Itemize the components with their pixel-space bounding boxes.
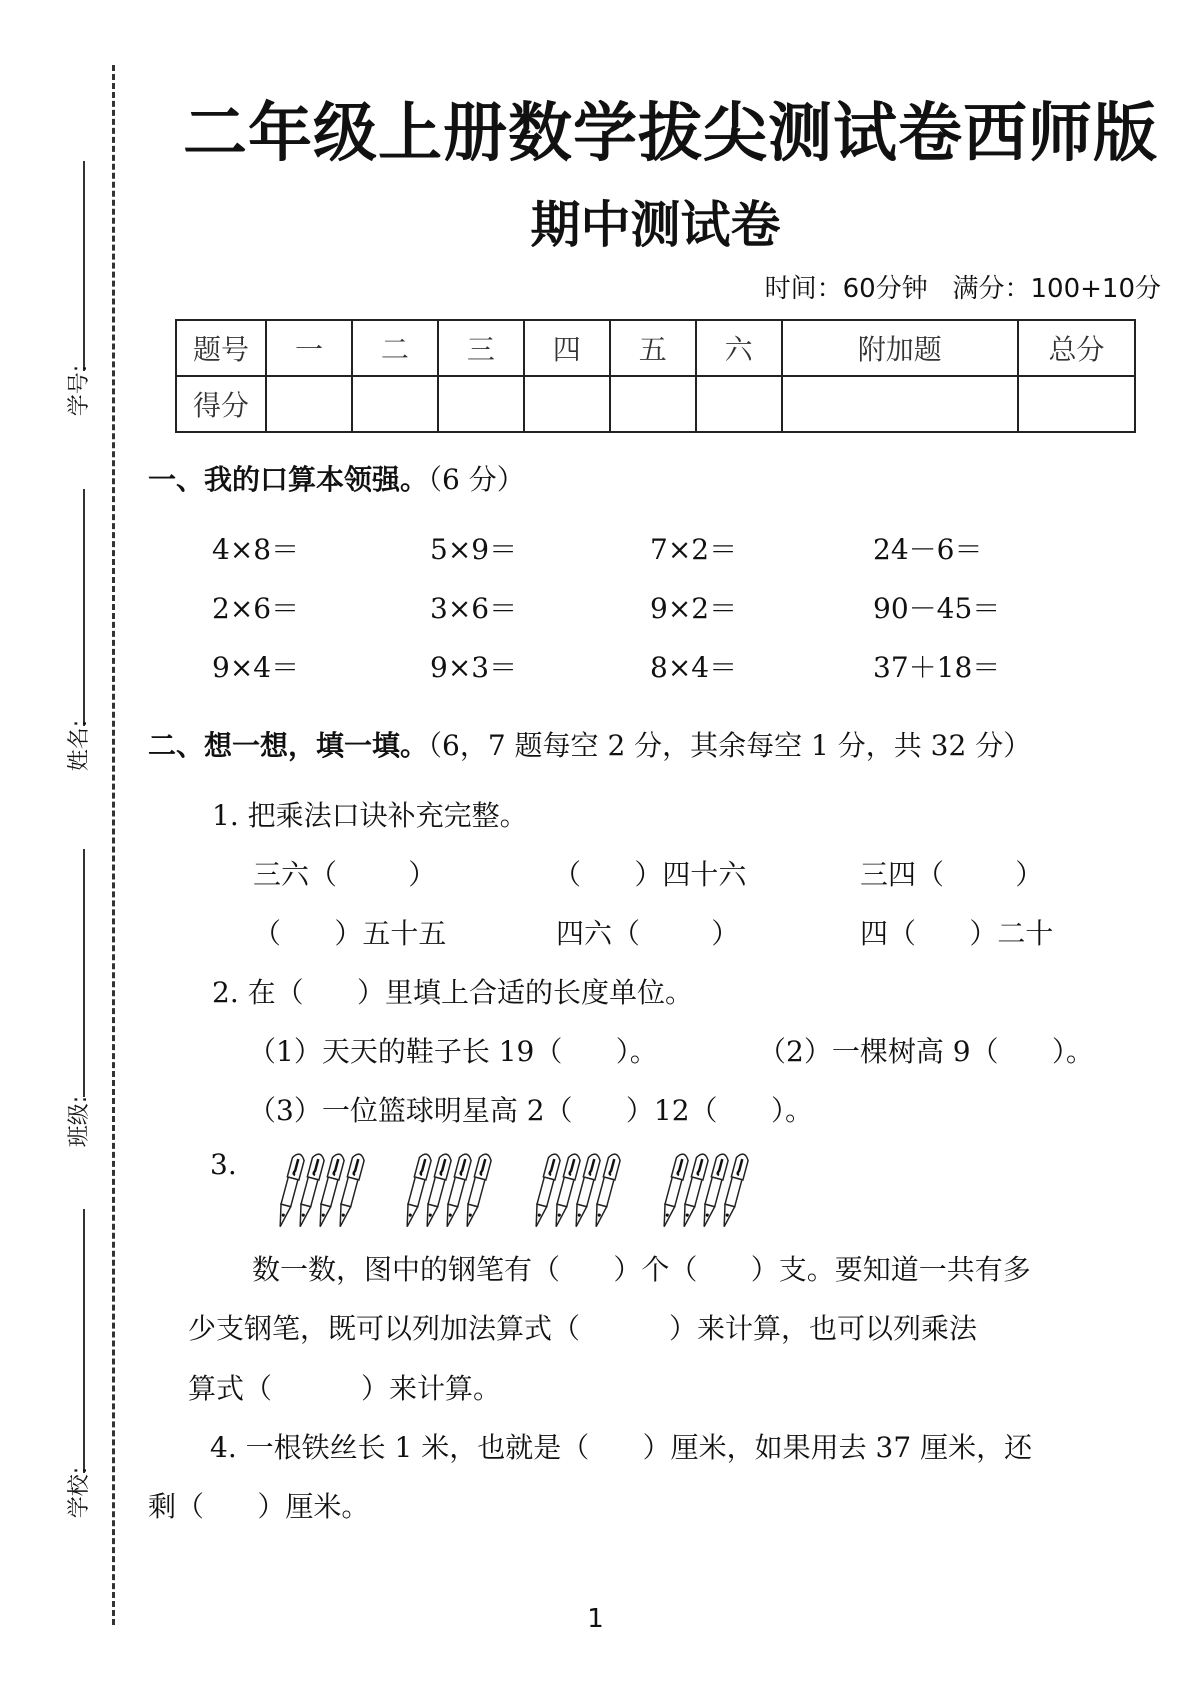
table-cell: 四 xyxy=(524,320,610,376)
arithmetic-problem: 7×2＝ xyxy=(650,533,738,566)
arithmetic-problem: 90－45＝ xyxy=(873,592,1001,625)
table-row xyxy=(176,320,1135,376)
q3-number: 3. xyxy=(210,1148,237,1181)
school-label: 学校: xyxy=(67,1466,93,1519)
score-cell[interactable] xyxy=(696,376,782,432)
score-cell[interactable] xyxy=(352,376,438,432)
arithmetic-problem: 3×6＝ xyxy=(430,592,518,625)
q4-line: 4. 一根铁丝长 1 米，也就是（ ）厘米，如果用去 37 厘米，还 xyxy=(210,1431,1033,1464)
q2-item: （1）天天的鞋子长 19（ ）。 xyxy=(248,1035,658,1068)
name-line xyxy=(83,489,85,726)
arithmetic-problem: 9×2＝ xyxy=(650,592,738,625)
arithmetic-problem: 5×9＝ xyxy=(430,533,518,566)
table-cell: 三 xyxy=(438,320,524,376)
table-row xyxy=(176,376,1135,432)
q1-item: 三四（ ） xyxy=(860,858,1044,891)
score-cell[interactable] xyxy=(782,376,1018,432)
table-cell: 得分 xyxy=(176,376,266,432)
table-cell: 附加题 xyxy=(782,320,1018,376)
points: （6，7 题每空 2 分，其余每空 1 分，共 32 分） xyxy=(428,729,1032,762)
table-cell: 五 xyxy=(610,320,696,376)
score-cell[interactable] xyxy=(438,376,524,432)
table-cell: 题号 xyxy=(176,320,266,376)
arithmetic-problem: 37＋18＝ xyxy=(873,651,1001,684)
q3-line: 算式（ ）来计算。 xyxy=(188,1372,502,1405)
q1-item: 四（ ）二十 xyxy=(860,917,1054,950)
score-table xyxy=(175,319,1136,433)
points: （6 分） xyxy=(428,463,525,496)
score-cell[interactable] xyxy=(1018,376,1135,432)
q2-item: （3）一位篮球明星高 2（ ）12（ ）。 xyxy=(248,1094,813,1127)
arithmetic-problem: 8×4＝ xyxy=(650,651,738,684)
arithmetic-problem: 2×6＝ xyxy=(212,592,300,625)
table-cell: 总分 xyxy=(1018,320,1135,376)
q1-text: 1. 把乘法口诀补充完整。 xyxy=(212,799,528,832)
q4-line: 剩（ ）厘米。 xyxy=(148,1490,370,1523)
q2-item: （2）一棵树高 9（ ）。 xyxy=(758,1035,1094,1068)
q3-line: 少支钢笔，既可以列加法算式（ ）来计算，也可以列乘法 xyxy=(188,1312,978,1345)
q1-item: （ ）四十六 xyxy=(553,858,747,891)
fountain-pens-image xyxy=(270,1150,770,1235)
q3-line: 数一数，图中的钢笔有（ ）个（ ）支。要知道一共有多 xyxy=(252,1253,1031,1286)
arithmetic-problem: 24－6＝ xyxy=(873,533,983,566)
exam-meta: 时间：60分钟 满分：100+10分 xyxy=(764,274,1161,304)
q1-item: 四六（ ） xyxy=(556,917,740,950)
name-label: 姓名: xyxy=(67,719,93,772)
table-cell: 六 xyxy=(696,320,782,376)
table-cell: 一 xyxy=(266,320,352,376)
table-cell: 二 xyxy=(352,320,438,376)
score-cell[interactable] xyxy=(524,376,610,432)
score-cell[interactable] xyxy=(266,376,352,432)
arithmetic-problem: 9×4＝ xyxy=(212,651,300,684)
q1-item: 三六（ ） xyxy=(253,858,437,891)
class-line xyxy=(83,849,85,1097)
q2-text: 2. 在（ ）里填上合适的长度单位。 xyxy=(212,976,694,1009)
heading-text: 一、我的口算本领强。 xyxy=(148,463,429,496)
student-id-label: 学号: xyxy=(67,364,93,417)
section2-heading xyxy=(148,724,1031,764)
section1-heading xyxy=(148,458,525,498)
arithmetic-problem: 4×8＝ xyxy=(212,533,300,566)
q1-item: （ ）五十五 xyxy=(253,917,447,950)
score-cell[interactable] xyxy=(610,376,696,432)
page-title: 二年级上册数学拔尖测试卷西师版 xyxy=(183,97,1158,171)
arithmetic-problem: 9×3＝ xyxy=(430,651,518,684)
cut-line xyxy=(112,65,115,1625)
school-line xyxy=(83,1209,85,1473)
page-subtitle: 期中测试卷 xyxy=(530,196,781,254)
page-number: 1 xyxy=(587,1604,604,1634)
heading-text: 二、想一想，填一填。 xyxy=(148,729,429,762)
class-label: 班级: xyxy=(67,1095,93,1148)
